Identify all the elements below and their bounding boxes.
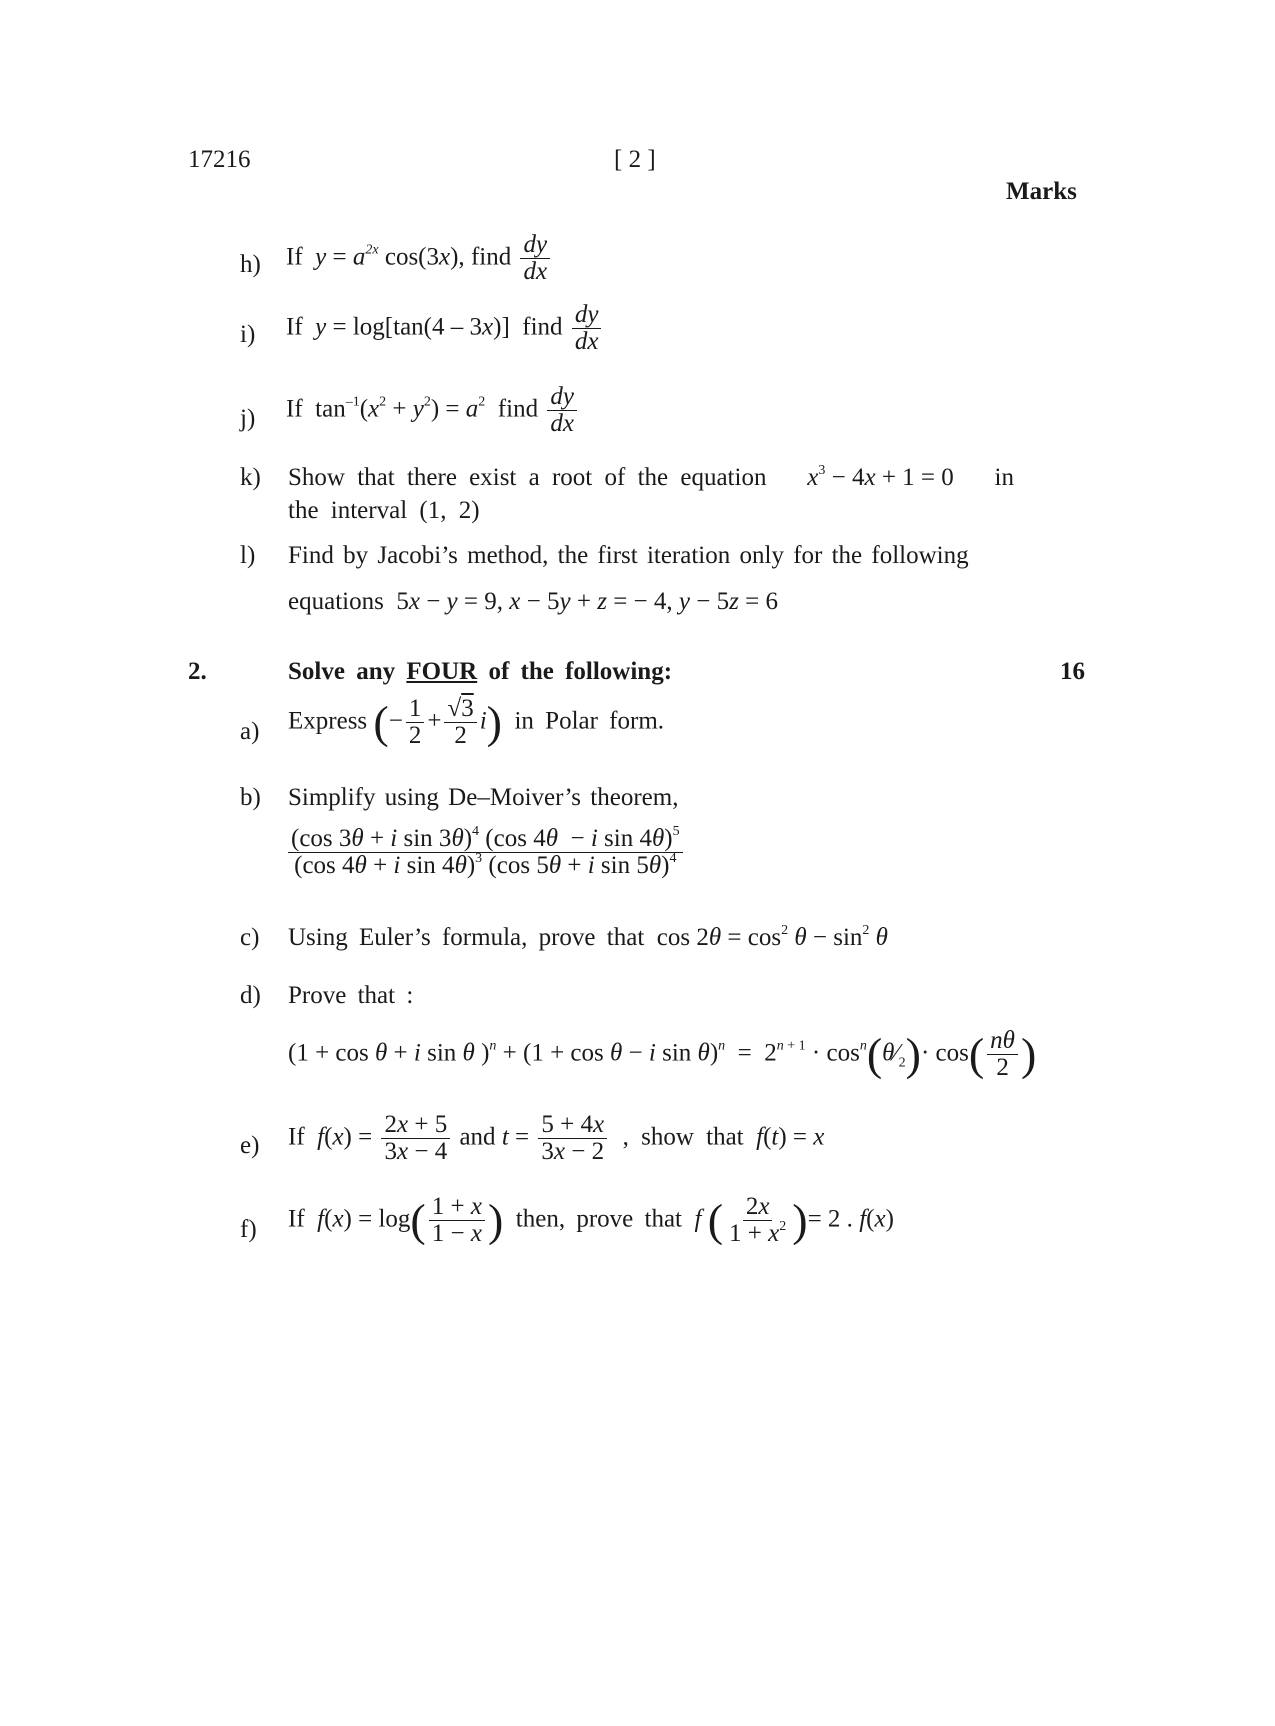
q1-h-label: h) bbox=[240, 251, 261, 278]
q2-a-label: a) bbox=[240, 718, 260, 745]
q1-h-question: If $y = a^{2x}$ cos(3x), find $\frac{dy}{dx}$ bbox=[286, 232, 553, 286]
q2-b-text: Simplify using De–Moiver’s theorem, bbox=[288, 784, 679, 811]
q1-l-line2: equations 5x − y = 9, x − 5y + z = − 4, y − 5z = 6 bbox=[288, 588, 778, 615]
q2-d-label: d) bbox=[240, 982, 261, 1009]
q2-e-question: If f(x) = $\frac{2x + 5}{3x - 4}$ and t = $\frac{5 + 4x}{3x - 2}$ , show that f(t) = x bbox=[288, 1111, 825, 1166]
q1-k-line2: the interval (1, 2) bbox=[288, 497, 480, 524]
q2-d-text: Prove that : bbox=[288, 982, 414, 1009]
q1-k-line1: Show that there exist a root of the equation $x^3 - 4x + 1 = 0$ in bbox=[288, 463, 1014, 491]
q1-k-label: k) bbox=[240, 464, 261, 491]
q1-j-label: j) bbox=[240, 405, 256, 432]
derivative-fraction: $\frac{dy}{dx}$ bbox=[547, 384, 577, 438]
q1-i-question: If y = log[tan(4 – 3x)] find $\frac{dy}{dx}$ bbox=[286, 302, 604, 356]
q2-b-expression: $\frac{(\cos 3\theta + i \sin 3\theta)^4 (\cos 4\theta - i \sin 4\theta)^5}{(\cos 4\theta + i \sin 4\theta)^3 (\cos 5\theta + i \sin 5\theta)^4}$ bbox=[288, 826, 683, 880]
q2-marks: 16 bbox=[1060, 658, 1085, 685]
marks-label: Marks bbox=[1006, 178, 1077, 205]
page-number: [ 2 ] bbox=[614, 146, 656, 173]
q2-number: 2. bbox=[188, 658, 207, 685]
q1-l-line1: Find by Jacobi’s method, the first iteration only for the following bbox=[288, 542, 969, 569]
q2-c-question: Using Euler’s formula, prove that $\cos 2\theta = \cos^2 \theta - \sin^2 \theta$ bbox=[288, 923, 888, 951]
q2-a-question: Express (− $\frac{1}{2}$ + $\frac{√3}{2}$ i) in Polar form. bbox=[288, 695, 665, 750]
derivative-fraction: $\frac{dy}{dx}$ bbox=[520, 232, 550, 286]
q2-e-label: e) bbox=[240, 1132, 260, 1159]
q2-f-question: If f(x) = log( $\frac{1 + x}{1 - x}$ ) then, prove that f ( $\frac{2x}{1 + x^2}$ )= 2 . f(x) bbox=[288, 1193, 894, 1248]
q1-j-question: If $\tan^{-1}(x^2 + y^2) = a^2$ find $\frac{dy}{dx}$ bbox=[286, 384, 580, 438]
q2-b-label: b) bbox=[240, 784, 261, 811]
q1-l-label: l) bbox=[240, 542, 256, 569]
paper-code: 17216 bbox=[188, 146, 251, 173]
derivative-fraction: $\frac{dy}{dx}$ bbox=[572, 302, 602, 356]
q2-d-expression: (1 + cos θ + i sin θ )$^n$ + (1 + cos θ − i $\sin \theta)^n = 2^{n + 1}$ · $\cos^n(\theta⁄_2)\cdot \cos$( $\frac{n\theta}{2}$ ) bbox=[288, 1027, 1037, 1082]
q1-i-label: i) bbox=[240, 321, 256, 348]
q2-f-label: f) bbox=[240, 1216, 257, 1243]
q2-heading: Solve any FOUR of the following: bbox=[288, 658, 673, 685]
q2-c-label: c) bbox=[240, 924, 260, 951]
